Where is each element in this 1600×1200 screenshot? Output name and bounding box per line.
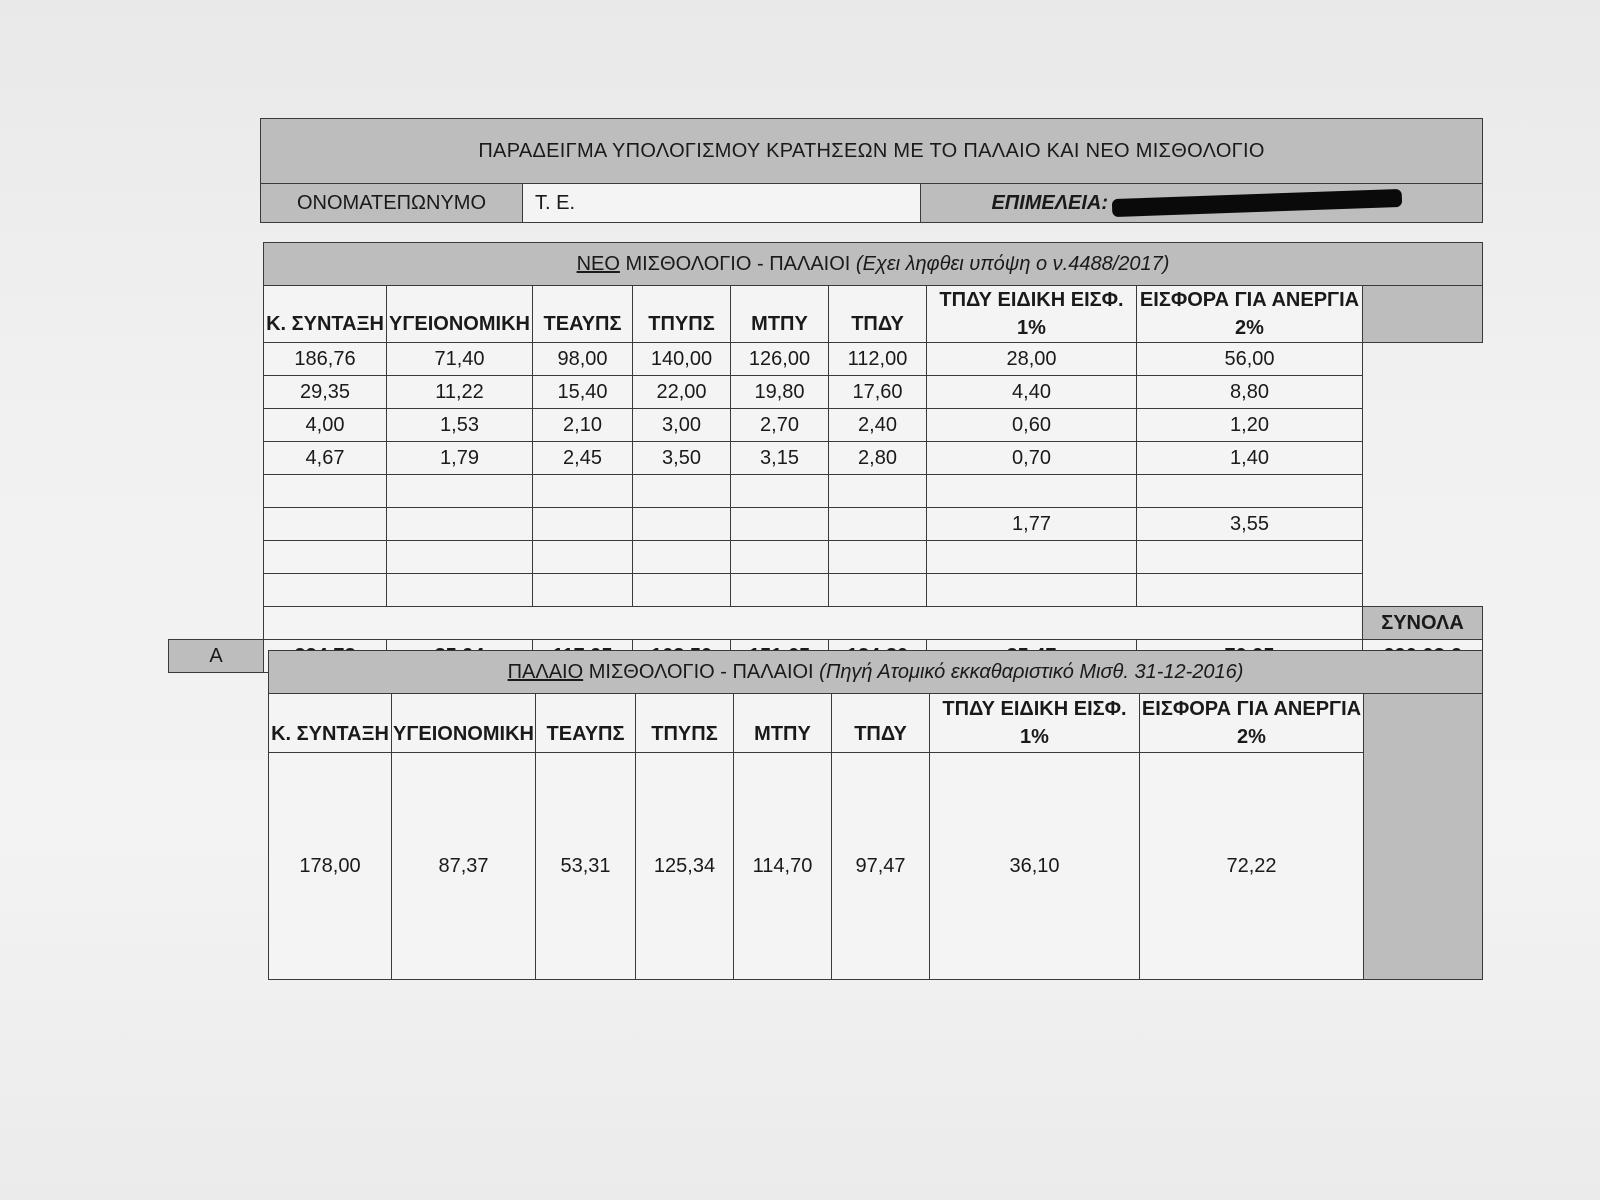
name-label: ΟΝΟΜΑΤΕΠΩΝΥΜΟ	[261, 184, 523, 223]
new-table-cell	[731, 541, 829, 574]
new-table-row	[169, 541, 1483, 574]
old-value-cell: 53,31	[536, 753, 636, 980]
new-table-cell	[829, 541, 927, 574]
old-col-header: ΤΠΥΠΣ	[636, 694, 734, 753]
old-col-header: ΜΤΠΥ	[734, 694, 832, 753]
new-table-cell: 0,70	[927, 442, 1137, 475]
old-col-header: ΤΕΑΥΠΣ	[536, 694, 636, 753]
new-table-cell: 11,22	[387, 376, 533, 409]
new-table-row	[169, 343, 1483, 376]
new-table-row	[169, 574, 1483, 607]
new-table-cell	[633, 541, 731, 574]
new-table-row	[169, 475, 1483, 508]
new-table-cell: 2,10	[533, 409, 633, 442]
new-col-header: ΤΕΑΥΠΣ	[533, 286, 633, 343]
old-value-cell: 125,34	[636, 753, 734, 980]
new-table-cell: 98,00	[533, 343, 633, 376]
new-table-cell: 2,45	[533, 442, 633, 475]
new-table-row	[169, 409, 1483, 442]
new-table-cell	[264, 574, 387, 607]
new-col-header-tpdy-special	[927, 286, 1137, 343]
new-table-cell: 8,80	[1137, 376, 1363, 409]
new-title-note: (Εχει ληφθει υπόψη ο ν.4488/2017)	[855, 252, 1170, 275]
new-col-header: ΤΠΥΠΣ	[633, 286, 731, 343]
new-col8-line2: 2%	[1235, 317, 1264, 339]
new-table-cell: 2,40	[829, 409, 927, 442]
new-table-cell: 126,00	[731, 343, 829, 376]
old-value-cell: 72,22	[1140, 753, 1364, 980]
new-table-cell: 1,40	[1137, 442, 1363, 475]
old-title-underlined: ΠΑΛΑΙΟ	[507, 660, 584, 683]
new-table-cell	[387, 541, 533, 574]
old-value-cell: 114,70	[734, 753, 832, 980]
new-table-cell	[829, 574, 927, 607]
new-table-cell	[633, 475, 731, 508]
new-table-cell	[1137, 541, 1363, 574]
new-payroll-table	[168, 242, 1483, 673]
new-table-cell: 186,76	[264, 343, 387, 376]
old-title-rest: ΜΙΣΘΟΛΟΓΙΟ - ΠΑΛΑΙΟΙ	[583, 660, 820, 683]
old-col-header: ΥΓΕΙΟΝΟΜΙΚΗ	[392, 694, 536, 753]
old-value-cell: 36,10	[930, 753, 1140, 980]
new-table-cell: 2,70	[731, 409, 829, 442]
new-table-cell	[829, 475, 927, 508]
editor-label: ΕΠΙΜΕΛΕΙΑ:	[991, 191, 1109, 214]
new-table-cell: 2,80	[829, 442, 927, 475]
old-payroll-table	[268, 650, 1483, 980]
new-col-header-unemployment	[1137, 286, 1363, 343]
new-col-header: ΤΠΔΥ	[829, 286, 927, 343]
new-table-cell: 56,00	[1137, 343, 1363, 376]
new-col-header: ΥΓΕΙΟΝΟΜΙΚΗ	[387, 286, 533, 343]
new-table-cell	[731, 574, 829, 607]
document-title: ΠΑΡΑΔΕΙΓΜΑ ΥΠΟΛΟΓΙΣΜΟΥ ΚΡΑΤΗΣΕΩΝ ΜΕ ΤΟ ΠΑΛΑΙΟ ΚΑΙ ΝΕΟ ΜΙΣΘΟΛΟΓΙΟ	[261, 119, 1483, 184]
old-value-cell: 178,00	[269, 753, 392, 980]
old-side-column	[1364, 694, 1483, 980]
new-table-cell: 1,79	[387, 442, 533, 475]
old-value-cell: 87,37	[392, 753, 536, 980]
new-spacer-row	[264, 607, 1363, 640]
new-table-cell: 0,60	[927, 409, 1137, 442]
old-col-header-tpdy-special	[930, 694, 1140, 753]
new-table-cell: 112,00	[829, 343, 927, 376]
new-table-cell	[633, 508, 731, 541]
old-col7-line2: 1%	[1020, 726, 1049, 748]
new-title-rest: ΜΙΣΘΟΛΟΓΙΟ - ΠΑΛΑΙΟΙ	[619, 252, 856, 275]
new-table-cell	[731, 508, 829, 541]
new-table-cell: 3,50	[633, 442, 731, 475]
new-table-cell	[1137, 574, 1363, 607]
new-table-cell: 4,40	[927, 376, 1137, 409]
new-title-underlined: ΝΕΟ	[576, 252, 620, 275]
new-table-cell	[829, 508, 927, 541]
redaction-mark	[1112, 189, 1402, 217]
new-table-cell: 29,35	[264, 376, 387, 409]
new-table-cell	[264, 541, 387, 574]
new-table-cell	[633, 574, 731, 607]
old-table-title	[269, 651, 1483, 694]
new-table-cell	[927, 475, 1137, 508]
old-col8-line2: 2%	[1237, 726, 1266, 748]
new-table-row	[169, 508, 1483, 541]
new-col-header: ΜΤΠΥ	[731, 286, 829, 343]
new-col-header: Κ. ΣΥΝΤΑΞΗ	[264, 286, 387, 343]
header-table	[260, 118, 1483, 223]
old-col-header-unemployment	[1140, 694, 1364, 753]
new-table-cell: 19,80	[731, 376, 829, 409]
old-col8-line1: ΕΙΣΦΟΡΑ ΓΙΑ ΑΝΕΡΓΙΑ	[1141, 698, 1362, 720]
new-table-cell	[927, 541, 1137, 574]
new-table-cell	[387, 508, 533, 541]
new-table-cell	[533, 508, 633, 541]
new-col8-line1: ΕΙΣΦΟΡΑ ΓΙΑ ΑΝΕΡΓΙΑ	[1139, 289, 1360, 311]
new-col7-line2: 1%	[1017, 317, 1046, 339]
old-col-header: Κ. ΣΥΝΤΑΞΗ	[269, 694, 392, 753]
new-table-cell	[264, 508, 387, 541]
new-table-cell: 3,15	[731, 442, 829, 475]
editor-cell	[921, 184, 1483, 223]
new-table-cell	[731, 475, 829, 508]
new-table-cell: 3,00	[633, 409, 731, 442]
old-col-header: ΤΠΔΥ	[832, 694, 930, 753]
new-table-cell: 1,20	[1137, 409, 1363, 442]
old-col7-line1: ΤΠΔΥ ΕΙΔΙΚΗ ΕΙΣΦ.	[942, 698, 1127, 720]
new-table-cell: 17,60	[829, 376, 927, 409]
new-table-title	[264, 243, 1483, 286]
new-table-cell	[387, 475, 533, 508]
new-table-cell	[387, 574, 533, 607]
new-table-cell: 28,00	[927, 343, 1137, 376]
old-value-cell: 97,47	[832, 753, 930, 980]
new-table-cell	[533, 541, 633, 574]
totals-label: ΣΥΝΟΛΑ	[1363, 607, 1483, 640]
new-table-cell	[927, 574, 1137, 607]
new-table-row	[169, 376, 1483, 409]
name-value: Τ. Ε.	[523, 184, 921, 223]
new-table-cell: 15,40	[533, 376, 633, 409]
new-table-cell: 3,55	[1137, 508, 1363, 541]
old-title-note: (Πηγή Ατομικό εκκαθαριστικό Μισθ. 31-12-2016)	[819, 660, 1244, 683]
new-table-cell	[533, 574, 633, 607]
new-table-cell	[1137, 475, 1363, 508]
new-table-cell: 4,00	[264, 409, 387, 442]
new-table-cell: 140,00	[633, 343, 731, 376]
row-label-a: Α	[169, 640, 264, 673]
new-table-cell	[264, 475, 387, 508]
new-col7-line1: ΤΠΔΥ ΕΙΔΙΚΗ ΕΙΣΦ.	[939, 289, 1124, 311]
new-table-cell: 1,53	[387, 409, 533, 442]
new-table-row	[169, 442, 1483, 475]
new-table-cell: 1,77	[927, 508, 1137, 541]
new-table-cell: 4,67	[264, 442, 387, 475]
new-table-cell: 22,00	[633, 376, 731, 409]
new-side-column	[1363, 286, 1483, 343]
new-table-cell: 71,40	[387, 343, 533, 376]
new-table-cell	[533, 475, 633, 508]
